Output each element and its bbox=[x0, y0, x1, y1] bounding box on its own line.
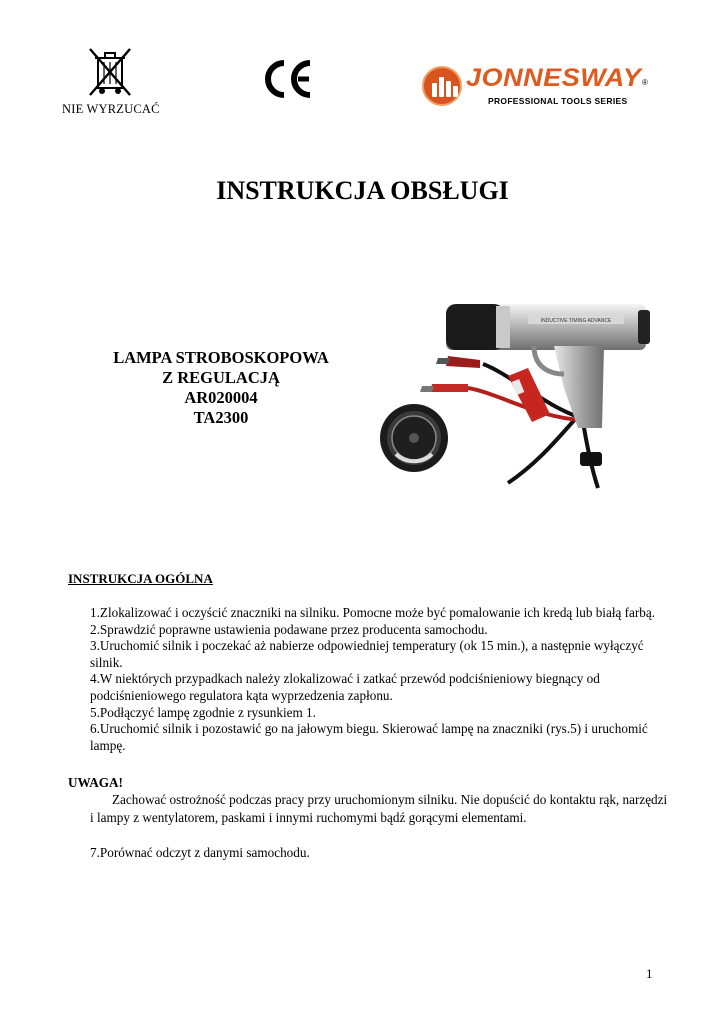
instruction-step: 6.Uruchomić silnik i pozostawić go na jałowym biegu. Skierować lampę na znaczniki (rys.5) i uruchomić lampę. bbox=[90, 721, 648, 753]
page-number: 1 bbox=[646, 966, 653, 981]
logo-wordmark: JONNESWAY bbox=[466, 64, 642, 92]
product-model: AR020004 bbox=[184, 388, 258, 407]
crossed-out-bin-icon bbox=[86, 46, 134, 98]
logo-tagline: PROFESSIONAL TOOLS SERIES bbox=[488, 96, 628, 106]
weee-label: NIE WYRZUCAĆ bbox=[62, 102, 160, 116]
final-step: 7.Porównać odczyt z danymi samochodu. bbox=[90, 845, 310, 860]
logo-emblem-icon bbox=[422, 66, 462, 106]
page-title: INSTRUKCJA OBSŁUGI bbox=[216, 176, 509, 205]
section-heading: INSTRUKCJA OGÓLNA bbox=[68, 571, 213, 586]
warning-title: UWAGA! bbox=[68, 775, 123, 790]
instruction-step: 4.W niektórych przypadkach należy zlokalizować i zatkać przewód podciśnieniowy biegnący od podciśnieniowego regulatora kąta wyprzedzenia zapłonu. bbox=[90, 671, 600, 703]
logo-registered-mark: ® bbox=[642, 78, 648, 87]
product-line: LAMPA STROBOSKOPOWA bbox=[113, 348, 329, 367]
instruction-step: 1.Zlokalizować i oczyścić znaczniki na silniku. Pomocne może być pomalowanie ich kredą lub białą farbą. bbox=[90, 605, 656, 620]
timing-light-photo bbox=[368, 288, 668, 500]
ce-mark-icon bbox=[262, 58, 314, 100]
warning-text: Zachować ostrożność podczas pracy przy uruchomionym silniku. Nie dopuścić do kontaktu rąk, narzędzi i lampy z wentylatorem, paskami i innymi ruchomymi bądź gorącymi elementami. bbox=[90, 792, 668, 825]
photo-label: INDUCTIVE TIMING ADVANCE bbox=[540, 318, 612, 324]
instruction-step: 3.Uruchomić silnik i poczekać aż nabierze odpowiedniej temperatury (ok 15 min.), a następnie wyłączyć silnik. bbox=[90, 638, 644, 670]
product-code: TA2300 bbox=[193, 408, 249, 427]
brand-logo bbox=[422, 64, 654, 110]
instruction-step: 5.Podłączyć lampę zgodnie z rysunkiem 1. bbox=[90, 704, 316, 720]
instruction-step: 2.Sprawdzić poprawne ustawienia podawane przez producenta samochodu. bbox=[90, 621, 488, 637]
instruction-steps bbox=[90, 605, 670, 754]
product-line: Z REGULACJĄ bbox=[162, 368, 280, 387]
product-name bbox=[76, 348, 366, 428]
